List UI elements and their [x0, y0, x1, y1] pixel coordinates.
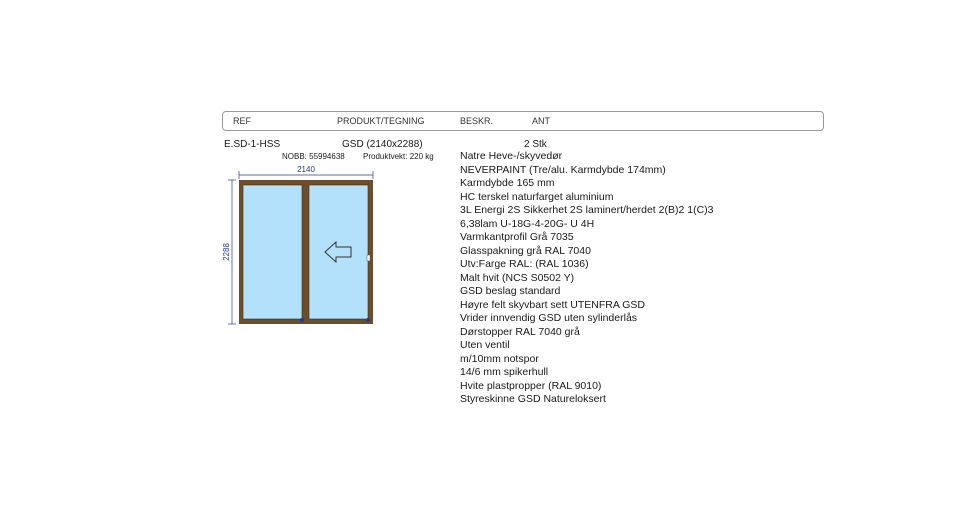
description-line: GSD beslag standard [460, 285, 561, 297]
width-label: 2140 [297, 165, 315, 174]
description-line: Glasspakning grå RAL 7040 [460, 244, 591, 257]
description-line: 14/6 mm spikerhull [460, 366, 549, 378]
right-glass-pane [309, 185, 368, 319]
description-line: 6,38lam U-18G-4-20G- U 4H [460, 217, 595, 230]
description-line: Dørstopper RAL 7040 grå [460, 325, 580, 338]
description-line: NEVERPAINT (Tre/alu. Karmdybde 174mm) [460, 163, 666, 176]
description-line: 3L Energi 2S Sikkerhet 2S laminert/herdet 2(B)2 1(C)3 [460, 204, 714, 216]
width-dimension [239, 165, 373, 179]
item-weight: Produktvekt: 220 kg [363, 152, 434, 161]
description-line: Karmdybde 165 mm [460, 177, 555, 189]
header-quantity: ANT [532, 116, 550, 126]
description-list [460, 150, 713, 407]
height-dimension [222, 180, 236, 324]
item-quantity: 2 Stk [524, 139, 547, 150]
description-line: Styreskinne GSD Natureloksert [460, 393, 606, 405]
item-product: GSD (2140x2288) [342, 139, 423, 150]
description-line: Malt hvit (NCS S0502 Y) [460, 271, 575, 284]
description-line: HC terskel naturfarget aluminium [460, 190, 614, 203]
table-header [222, 111, 824, 131]
door-drawing [222, 160, 382, 330]
description-line: Utv:Farge RAL: (RAL 1036) [460, 258, 589, 270]
description-line: Uten ventil [460, 339, 510, 351]
height-label: 2288 [222, 243, 231, 261]
description-line: Varmkantprofil Grå 7035 [460, 231, 574, 243]
handle-icon [367, 255, 370, 261]
item-ref: E.SD-1-HSS [224, 139, 281, 150]
corner-marker-icon [366, 318, 370, 322]
description-line: Hvite plastpropper (RAL 9010) [460, 379, 602, 392]
description-line: Høyre felt skyvbart sett UTENFRA GSD [460, 298, 645, 311]
header-description: BESKR. [460, 116, 494, 126]
corner-marker-icon [300, 318, 304, 322]
description-line: Vrider innvendig GSD uten sylinderlås [460, 312, 638, 324]
header-product: PRODUKT/TEGNING [337, 116, 425, 126]
description-line: Natre Heve-/skyvedør [460, 150, 563, 162]
description-line: m/10mm notspor [460, 352, 539, 365]
item-nobb: NOBB: 55994638 [282, 152, 345, 161]
header-ref: REF [233, 116, 251, 126]
left-glass-pane [243, 185, 302, 319]
